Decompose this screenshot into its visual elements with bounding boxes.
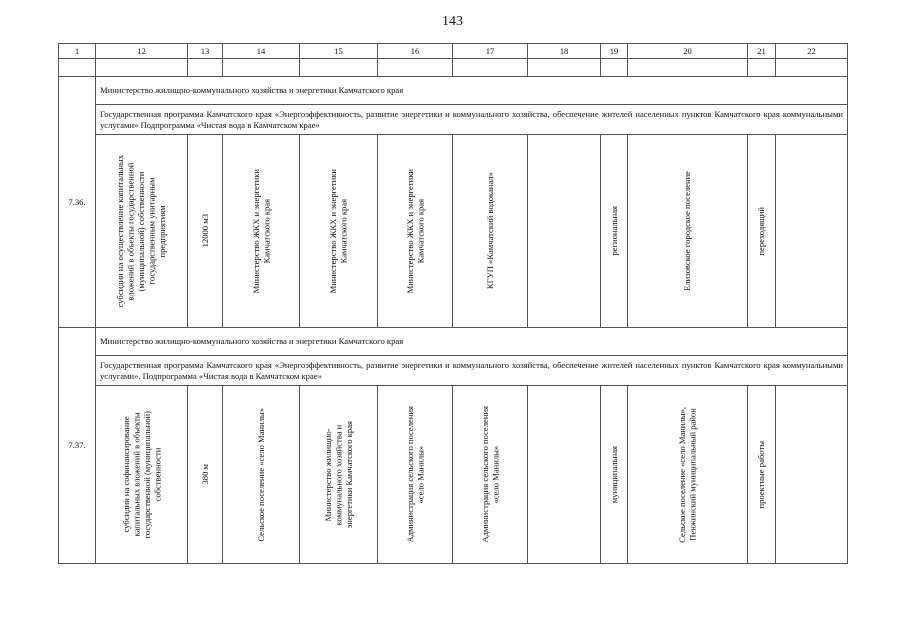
program-name: Государственная программа Камчатского края «Энергоэффективность, развитие энергетики и коммунального хозяйства, обеспечение жителей населенных пунктов Камчатского края коммунальными услугами». Подпрограмма «Чистая вода в Камчатском крае» (96, 356, 848, 386)
row-number: 7.36. (59, 77, 96, 328)
table-row (59, 386, 848, 564)
column-header: 16 (378, 44, 453, 59)
capacity: 380 м (199, 464, 210, 485)
cell-col17: КГУП «Камчатский водоканал» (484, 172, 495, 290)
table-row (59, 135, 848, 328)
empty-row (59, 59, 848, 77)
column-header-row (59, 44, 848, 59)
funding-type: субсидии на осуществление капитальных вложений в объекты государственной (муниципальной) собственности государственным унитарным предприятиям (115, 154, 168, 308)
column-header: 21 (748, 44, 776, 59)
column-header: 14 (223, 44, 300, 59)
cell-col19: региональная (608, 206, 619, 256)
row-number: 7.37. (59, 328, 96, 564)
cell-col19: муниципальная (608, 445, 619, 504)
column-header: 22 (776, 44, 848, 59)
program-name: Государственная программа Камчатского края «Энергоэффективность, развитие энергетики и коммунального хозяйства, обеспечение жителей населенных пунктов Камчатского края коммунальными услугами» Подпрограмма «Чистая вода в Камчатском крае» (96, 105, 848, 135)
table-row (59, 105, 848, 135)
column-header: 12 (96, 44, 188, 59)
page-number: 143 (442, 14, 463, 29)
table-row (59, 77, 848, 105)
column-header: 17 (453, 44, 528, 59)
cell-col15: Министерство ЖКХ и энергетики Камчатского края (328, 168, 349, 294)
cell-col16: Министерство ЖКХ и энергетики Камчатского края (404, 168, 425, 294)
column-header: 19 (601, 44, 628, 59)
ministry-name: Министерство жилищно-коммунального хозяйства и энергетики Камчатского края (96, 328, 848, 356)
cell-col15: Министерство жилищно- коммунального хозяйства и энергетики Камчатского края (322, 420, 354, 529)
cell-col16: Администрация сельского поселения «село Манилы» (404, 406, 425, 543)
cell-col17: Администрация сельского поселения «село Манилы» (479, 406, 500, 543)
column-header: 18 (528, 44, 601, 59)
capacity: 12000 м3 (199, 214, 210, 248)
cell-col20: Елизовское городское поселение (682, 171, 693, 291)
cell-col14: Сельское поселение «село Манилы» (255, 407, 266, 542)
funding-type: субсидии на софинансирование капитальных вложений в объекты государственной (муниципальной) собственности (120, 410, 162, 539)
column-header: 20 (628, 44, 748, 59)
ministry-name: Министерство жилищно-коммунального хозяйства и энергетики Камчатского края (96, 77, 848, 105)
table-row (59, 328, 848, 356)
column-header: 1 (59, 44, 96, 59)
cell-col21: проектные работы (756, 440, 767, 509)
cell-col21: переходящий (756, 206, 767, 256)
cell-col20: Сельское поселение «село Манилы», Пенжинский муниципальный район (677, 406, 698, 543)
column-header: 15 (300, 44, 378, 59)
column-header: 13 (188, 44, 223, 59)
table-row (59, 356, 848, 386)
cell-col14: Министерство ЖКХ и энергетики Камчатского края (250, 168, 271, 294)
document-table (58, 43, 848, 564)
